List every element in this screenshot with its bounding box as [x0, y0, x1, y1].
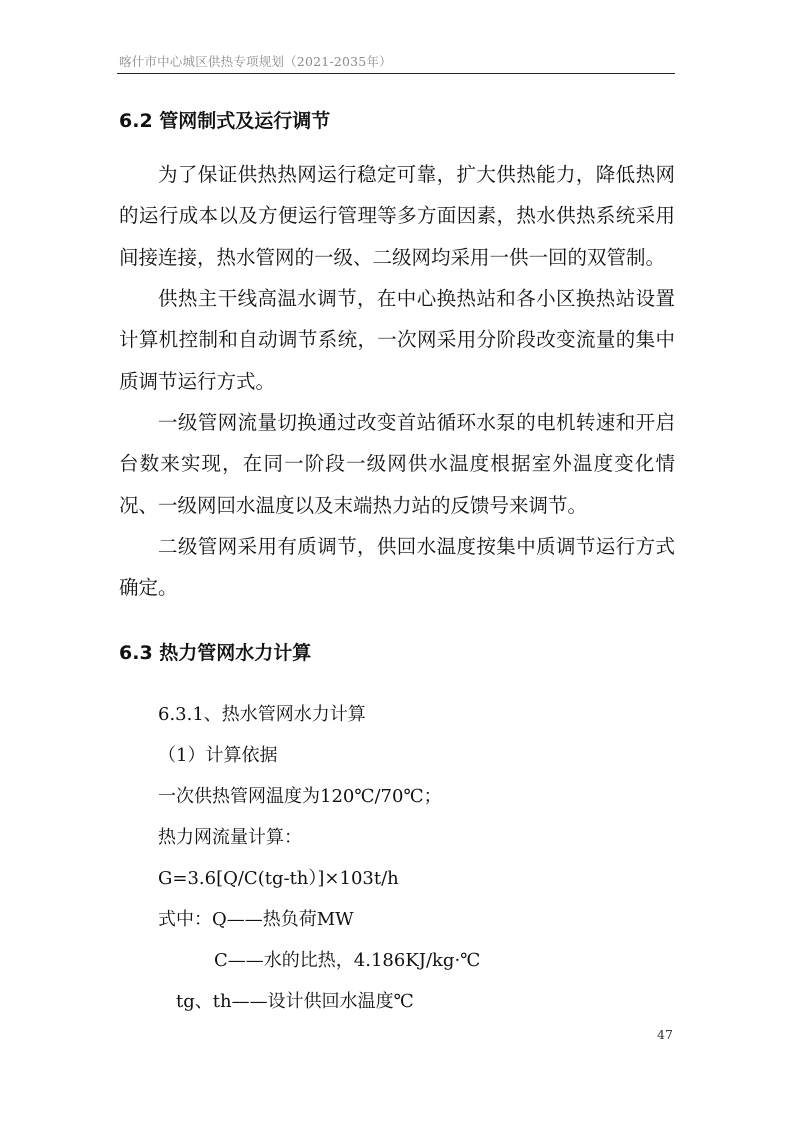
running-header: 喀什市中心城区供热专项规划（2021-2035年）	[119, 54, 392, 69]
paragraph: 为了保证供热热网运行稳定可靠，扩大供热能力，降低热网的运行成本以及方便运行管理等多方面因素，热水供热系统采用间接连接，热水管网的一级、二级网均采用一供一回的双管制。	[119, 163, 675, 269]
text-line: 热力网流量计算：	[158, 827, 302, 848]
paragraph: 二级管网采用有质调节，供回水温度按集中质调节运行方式确定。	[119, 535, 675, 600]
definition-line: 式中：Q——热负荷MW	[158, 909, 354, 930]
text-line: 一次供热管网温度为120℃/70℃；	[158, 786, 442, 807]
list-item-label: （1）计算依据	[158, 745, 278, 766]
definition-line: C——水的比热，4.186KJ/kg·℃	[214, 950, 481, 971]
subsection-title: 6.3.1、热水管网水力计算	[158, 704, 366, 725]
definition-line: tg、th——设计供回水温度℃	[176, 991, 414, 1012]
section-heading-6-2: 6.2 管网制式及运行调节	[119, 110, 331, 132]
formula-line: G=3.6[Q/C(tg-th）]×103t/h	[158, 868, 399, 889]
page-number: 47	[657, 1027, 673, 1042]
paragraph: 一级管网流量切换通过改变首站循环水泵的电机转速和开启台数来实现，在同一阶段一级网供水温度根据室外温度变化情况、一级网回水温度以及末端热力站的反馈号来调节。	[119, 411, 675, 517]
paragraph: 供热主干线高温水调节，在中心换热站和各小区换热站设置计算机控制和自动调节系统，一次网采用分阶段改变流量的集中质调节运行方式。	[119, 287, 675, 393]
section-heading-6-3: 6.3 热力管网水力计算	[119, 642, 312, 664]
header-divider	[117, 73, 675, 74]
